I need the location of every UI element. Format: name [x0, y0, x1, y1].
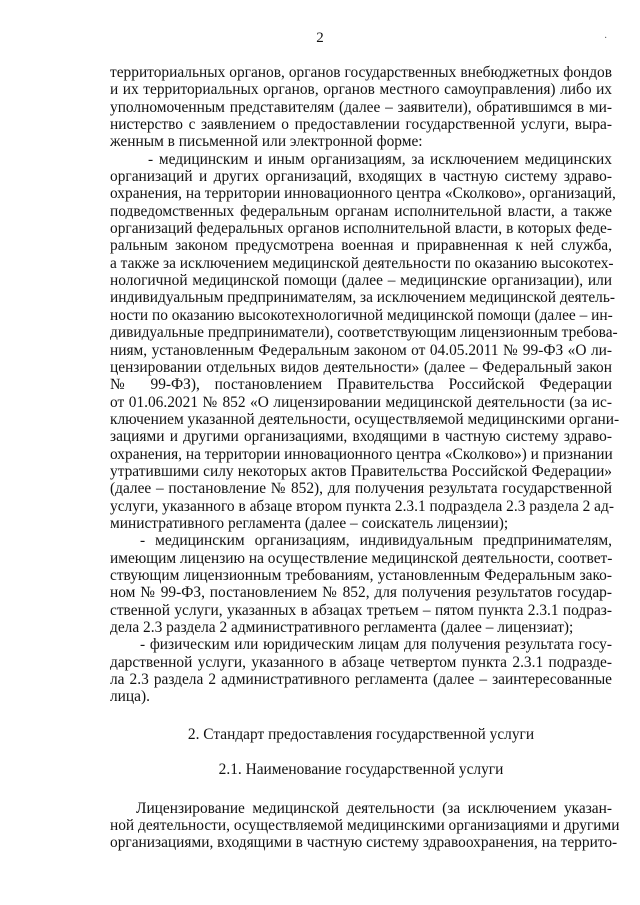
- paragraph-line: дела 2.3 раздела 2 административного регламента (далее – лицензиат);: [110, 619, 574, 636]
- paragraphs-container: [110, 64, 620, 706]
- paragraph-line: женным в письменной или электронной форме:: [110, 133, 423, 151]
- final-paragraph: [110, 799, 620, 852]
- paragraph-line: от 01.06.2021 № 852 «О лицензировании медицинской деятельности (за ис-: [110, 393, 612, 411]
- paragraph-line: уполномоченным представителям (далее – заявители), обратившимся в ми-: [110, 98, 612, 116]
- paragraph: [110, 636, 612, 705]
- paragraph-line: зациями и другими организациями, входящими в частную систему здраво-: [110, 428, 612, 446]
- paragraph-line: утратившими силу некоторых актов Правительства Российской Федерации»: [110, 462, 612, 480]
- paragraph-line: дивидуальные предприниматели), соответствующим лицензионным требова-: [110, 324, 618, 342]
- paragraph-line: организаций и других организаций, входящих в частную систему здраво-: [110, 168, 612, 186]
- paragraph-line: организаций федеральных органов исполнительной власти, в которых феде-: [110, 220, 612, 238]
- section-heading: 2. Стандарт предоставления государственной услуги: [187, 725, 535, 743]
- paragraph-line: ствующим лицензионным требованиям, установленным Федеральным зако-: [110, 566, 612, 584]
- paragraph: [110, 150, 620, 533]
- paragraph-line: индивидуальным предпринимателям, за исключением медицинской деятель-: [110, 289, 615, 307]
- paragraph-line: нологичной медицинской помощи (далее – медицинские организации), или: [110, 272, 612, 290]
- paragraph-line: подведомственных федеральным органам исполнительной власти, а также: [110, 202, 612, 220]
- paragraph: [110, 799, 620, 852]
- paragraph-line: - медицинским и иным организациям, за исключением медицинских: [148, 150, 612, 168]
- paragraph-line: организациями, входящими в частную систему здравоохранения, на террито-: [110, 834, 618, 852]
- paragraph-line: имеющим лицензию на осуществление медицинской деятельности, соответ-: [110, 549, 613, 567]
- paragraph-line: дарственной услуги, указанного в абзаце четвертом пункта 2.3.1 подразде-: [110, 653, 612, 671]
- paragraph-line: ральным законом предусмотрена военная и приравненная к ней служба,: [110, 237, 612, 255]
- paragraph-line: Лицензирование медицинской деятельности (за исключением указан-: [136, 799, 612, 817]
- paragraph: [110, 532, 612, 636]
- paragraph-line: цензировании отдельных видов деятельности» (далее – Федеральный закон: [110, 358, 612, 376]
- paragraph-line: ключением указанной деятельности, осуществляемой медицинскими органи-: [110, 410, 620, 428]
- paragraph-line: ственной услуги, указанных в абзацах третьем – пятом пункта 2.3.1 подраз-: [110, 601, 612, 619]
- paragraph-line: охранения, на территории инновационного центра «Сколково», организаций,: [110, 185, 616, 203]
- paragraph-line: ниям, установленным Федеральным законом от 04.05.2011 № 99-ФЗ «О ли-: [110, 341, 612, 359]
- corner-mark: ·: [604, 33, 608, 44]
- paragraph-line: территориальных органов, органов государственных внебюджетных фондов: [110, 64, 612, 81]
- page-number: 2: [316, 30, 324, 46]
- paragraph-line: услуги, указанного в абзаце втором пункта 2.3.1 подраздела 2.3 раздела 2 ад-: [110, 497, 614, 515]
- paragraph-line: (далее – постановление № 852), для получения результата государственной: [110, 480, 612, 498]
- subsection-heading: 2.1. Наименование государственной услуги: [218, 760, 504, 778]
- paragraph-line: ном № 99-ФЗ, постановлением № 852, для получения результатов государ-: [110, 584, 612, 602]
- paragraph-line: и их территориальных органов, органов местного самоуправления) либо их: [110, 81, 612, 99]
- paragraph-line: охранения, на территории инновационного центра «Сколково») и признании: [110, 445, 613, 463]
- paragraph-line: лица).: [110, 688, 150, 706]
- paragraph-line: № 99-ФЗ), постановлением Правительства Российской Федерации: [110, 376, 612, 394]
- paragraph-line: а также за исключением медицинской деятельности по оказанию высокотех-: [110, 254, 614, 272]
- paragraph-line: министративного регламента (далее – соискатель лицензии);: [110, 514, 509, 532]
- paragraph-line: ности по оказанию высокотехнологичной медицинской помощи (далее – ин-: [110, 306, 613, 324]
- paragraph: [110, 64, 612, 151]
- paragraph-line: ла 2.3 раздела 2 административного регламента (далее – заинтересованные: [110, 671, 612, 689]
- paragraph-line: нистерство с заявлением о предоставлении государственной услуги, выра-: [110, 116, 612, 134]
- paragraph-line: ной деятельности, осуществляемой медицинскими организациями и другими: [110, 817, 620, 835]
- document-body: [110, 64, 620, 852]
- paragraph-line: - медицинским организациям, индивидуальным предпринимателям,: [140, 532, 612, 550]
- paragraph-line: - физическим или юридическим лицам для получения результата госу-: [140, 636, 612, 654]
